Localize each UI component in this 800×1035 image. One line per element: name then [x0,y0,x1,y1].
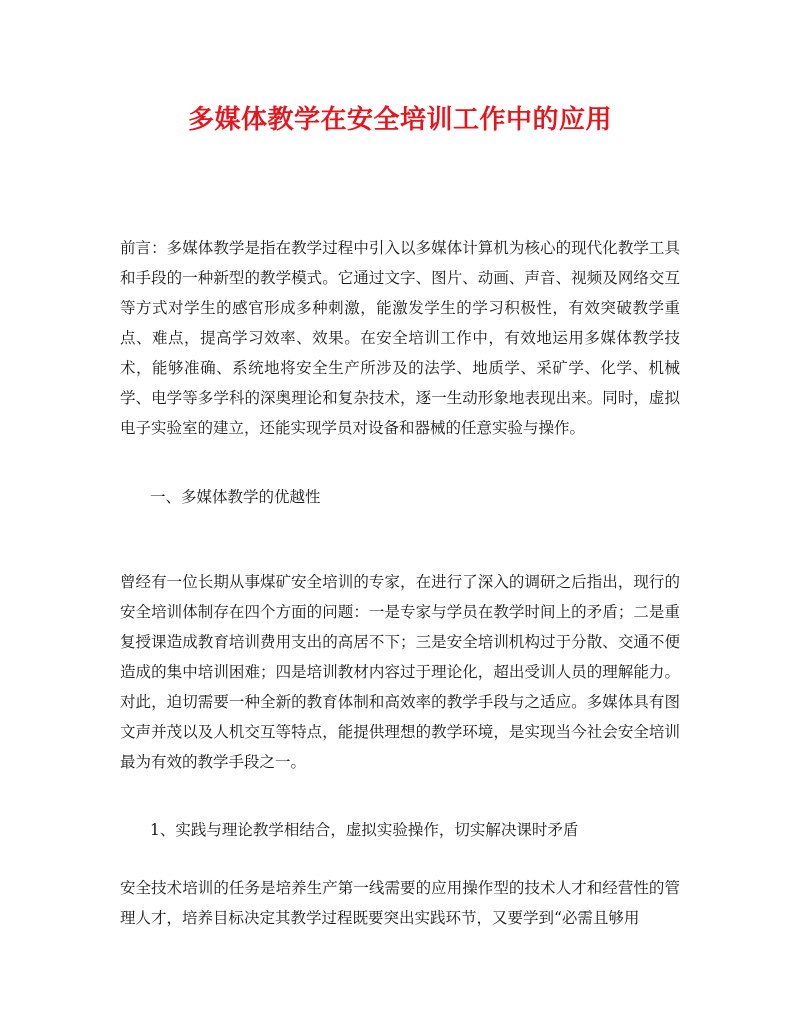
subsection-paragraph: 安全技术培训的任务是培养生产第一线需要的应用操作型的技术人才和经营性的管理人才，培养目标决定其教学过程既要突出实践环节，又要学到“必需且够用 [120,879,680,927]
subsection-heading: 1、实践与理论教学相结合，虚拟实验操作，切实解决课时矛盾 [150,821,579,839]
section-paragraph: 曾经有一位长期从事煤矿安全培训的专家，在进行了深入的调研之后指出，现行的安全培训体制存在四个方面的问题：一是专家与学员在教学时间上的矛盾；二是重复授课造成教育培训费用支出的高居不下；三是安全培训机构过于分散、交通不便造成的集中培训困难；四是培训教材内容过于理论化，超出受训人员的理解能力。对此，迫切需要一种全新的教育体制和高效率的教学手段与之适应。多媒体具有图文声并茂以及人机交互等特点，能提供理想的教学环境，是实现当今社会安全培训最为有效的教学手段之一。 [120,573,680,771]
document-title: 多媒体教学在安全培训工作中的应用 [187,105,612,135]
intro-paragraph: 前言：多媒体教学是指在教学过程中引入以多媒体计算机为核心的现代化教学工具和手段的一种新型的教学模式。它通过文字、图片、动画、声音、视频及网络交互等方式对学生的感官形成多种刺激，能激发学生的学习积极性，有效突破教学重点、难点，提高学习效率、效果。在安全培训工作中，有效地运用多媒体教学技术，能够准确、系统地将安全生产所涉及的法学、地质学、采矿学、化学、机械学、电学等多学科的深奥理论和复杂技术，逐一生动形象地表现出来。同时，虚拟电子实验室的建立，还能实现学员对设备和器械的任意实验与操作。 [120,239,680,437]
section-heading: 一、多媒体教学的优越性 [150,488,321,506]
